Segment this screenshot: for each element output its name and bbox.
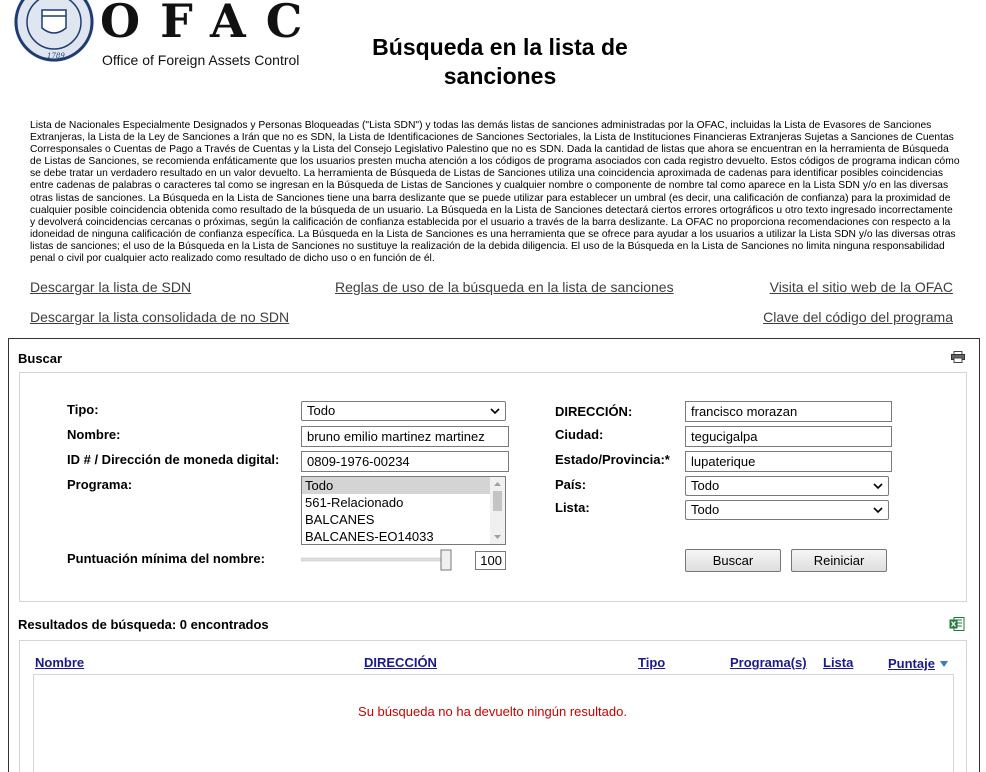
min-score-slider[interactable] bbox=[301, 549, 453, 571]
search-rules-link[interactable]: Reglas de uso de la búsqueda en la lista de sanciones bbox=[335, 279, 674, 295]
slider-thumb[interactable] bbox=[441, 550, 451, 570]
column-header-type[interactable]: Tipo bbox=[638, 655, 666, 670]
results-table-body bbox=[33, 674, 954, 772]
type-select-value: Todo bbox=[307, 403, 336, 418]
city-label: Ciudad: bbox=[555, 427, 604, 442]
program-option[interactable]: BALCANES-EO14033 bbox=[305, 529, 434, 544]
min-score-label: Puntuación mínima del nombre: bbox=[67, 551, 265, 566]
address-label: DIRECCIÓN: bbox=[555, 404, 633, 419]
type-label: Tipo: bbox=[67, 402, 99, 417]
excel-export-icon[interactable] bbox=[949, 616, 965, 632]
search-button[interactable]: Buscar bbox=[685, 549, 781, 572]
program-key-link[interactable]: Clave del código del programa bbox=[763, 309, 953, 325]
list-select-value: Todo bbox=[691, 502, 720, 517]
name-label: Nombre: bbox=[67, 427, 121, 442]
download-sdn-link[interactable]: Descargar la lista de SDN bbox=[30, 279, 192, 295]
sort-desc-icon bbox=[939, 660, 949, 668]
results-title: Resultados de búsqueda: 0 encontrados bbox=[18, 617, 269, 632]
disclaimer-text: Lista de Nacionales Especialmente Designados y Personas Bloqueadas ("Lista SDN") y todas las demás listas de sanciones administradas por la OFAC, incluidas la Lista de Evasores de Sanciones Extranjeras, la Lista de la Ley de Sanciones a Irán que no es SDN, la Lista de Identificaciones de Sanciones Sectoriales, la Lista de Instituciones Financieras Extranjeras Sujetas a Sanciones de Cuentas Corresponsales o Cuentas de Pago a Través de Cuentas y la Lista del Consejo Legislativo Palestino que no es SDN. Dada la cantidad de listas que ahora se encuentran en la herramienta de Búsqueda de Listas de Sanciones, se recomienda enfáticamente que los usuarios presten mucha atención a los códigos de programa asociados con cada registro devuelto. Estos códigos de programa indican cómo se debe tratar un verdadero resultado en un valor devuelto. La herramienta de Búsqueda de Listas de Sanciones utiliza una coincidencia aproximada de cadenas para identificar posibles coincidencias entre cadenas de palabras o caracteres tal como se ingresan en la Búsqueda de Listas de Sanciones y cualquier nombre o componente de nombre tal como aparece en la Lista SDN y/o en las diversas otras listas de sanciones. La Búsqueda en la Lista de Sanciones tiene una barra deslizante que se puede utilizar para establecer un umbral (es decir, una calificación de confianza) para la proximidad de cualquier posible coincidencia obtenida como resultado de la búsqueda de un usuario. La Búsqueda en la Lista de Sanciones detectará ciertos errores ortográficos u otro texto ingresado incorrectamente y devolverá coincidencias cercanas o próximas, según la calificación de confianza establecida por el usuario a través de la barra deslizante. La OFAC no proporciona recomendaciones con respecto a la idoneidad de ninguna calificación de confianza específica. La Búsqueda en la Lista de Sanciones es una herramienta que se ofrece para ayudar a los usuarios a utilizar la Lista SDN y/o las diversas otras listas de sanciones; el uso de la Búsqueda en la Lista de Sanciones no sustituye la realización de la debida diligencia. El uso de la Búsqueda en la Lista de Sanciones no limita ninguna responsabilidad penal o civil por cualquier acto realizado como resultado de dicho uso o en función de él. bbox=[30, 120, 960, 265]
country-select-value: Todo bbox=[691, 478, 720, 493]
chevron-down-icon bbox=[873, 481, 883, 491]
state-input[interactable] bbox=[685, 451, 892, 472]
svg-text:1789: 1789 bbox=[47, 52, 65, 60]
column-header-name[interactable]: Nombre bbox=[35, 655, 85, 670]
name-input[interactable] bbox=[301, 426, 509, 447]
program-option[interactable]: BALCANES bbox=[305, 512, 375, 527]
chevron-down-icon bbox=[490, 406, 500, 416]
no-results-message: Su búsqueda no ha devuelto ningún resultado. bbox=[358, 704, 627, 719]
column-header-score-wrap[interactable] bbox=[888, 655, 949, 673]
program-scrollbar[interactable] bbox=[490, 477, 505, 544]
treasury-seal-icon bbox=[14, 0, 94, 66]
column-header-list[interactable]: Lista bbox=[823, 655, 854, 670]
list-select[interactable] bbox=[685, 500, 889, 520]
printer-icon[interactable] bbox=[951, 350, 965, 362]
column-header-programs[interactable]: Programa(s) bbox=[730, 655, 807, 670]
page-title: Búsqueda en la lista de sanciones bbox=[372, 34, 628, 89]
city-input[interactable] bbox=[685, 426, 892, 447]
country-label: País: bbox=[555, 477, 587, 492]
ofac-logo-text: OFAC bbox=[100, 0, 323, 48]
program-option[interactable]: 561-Relacionado bbox=[305, 495, 404, 510]
id-label: ID # / Dirección de moneda digital: bbox=[67, 452, 280, 467]
reset-button[interactable]: Reiniciar bbox=[791, 549, 887, 572]
download-non-sdn-link[interactable]: Descargar la lista consolidada de no SDN bbox=[30, 309, 290, 325]
program-option[interactable]: Todo bbox=[302, 477, 505, 494]
column-header-score[interactable]: Puntaje bbox=[888, 656, 935, 671]
address-input[interactable] bbox=[685, 401, 892, 422]
type-select[interactable] bbox=[301, 401, 506, 421]
column-header-address[interactable]: DIRECCIÓN bbox=[364, 655, 437, 670]
search-section-title: Buscar bbox=[18, 351, 63, 366]
chevron-down-icon bbox=[873, 505, 883, 515]
visit-ofac-link[interactable]: Visita el sitio web de la OFAC bbox=[769, 279, 953, 295]
state-label: Estado/Provincia:* bbox=[555, 452, 670, 467]
min-score-input[interactable] bbox=[475, 551, 506, 570]
country-select[interactable] bbox=[685, 476, 889, 496]
program-listbox[interactable] bbox=[301, 476, 506, 545]
id-input[interactable] bbox=[301, 451, 509, 472]
list-label: Lista: bbox=[555, 500, 590, 515]
program-label: Programa: bbox=[67, 477, 133, 492]
agency-name: Office of Foreign Assets Control bbox=[102, 52, 300, 68]
